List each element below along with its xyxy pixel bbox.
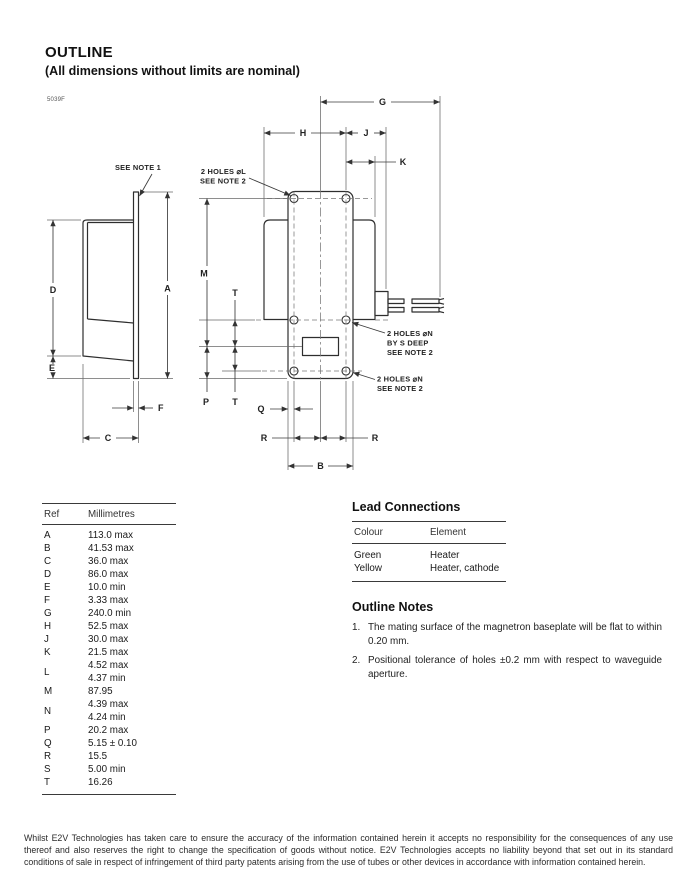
- note-item: 2. Positional tolerance of holes ±0.2 mm with respect to waveguide aperture.: [352, 655, 662, 680]
- dim-label-t-lower: T: [232, 397, 238, 407]
- dim-label-t-upper: T: [232, 288, 238, 298]
- front-view-drawing: [199, 96, 444, 471]
- dim-label-r-right: R: [371, 433, 379, 443]
- dim-label-d: D: [49, 285, 57, 295]
- dim-label-r-left: R: [260, 433, 268, 443]
- callout-holes-l: [200, 167, 291, 196]
- svg-text:SEE NOTE 2: SEE NOTE 2: [199, 176, 246, 186]
- table-row: T 16.26: [44, 777, 113, 788]
- dim-label-k: K: [399, 157, 407, 167]
- table-row: S 5.00 min: [44, 764, 126, 775]
- table-row: B 41.53 max: [44, 543, 134, 554]
- table-header-row: Colour Element: [354, 527, 466, 538]
- table-row: G 240.0 min: [44, 608, 132, 619]
- dim-label-f: F: [158, 403, 164, 413]
- table-row: R 15.5: [44, 751, 108, 762]
- page-header: [45, 44, 300, 78]
- table-row: C 36.0 max: [44, 556, 129, 567]
- dim-label-q: Q: [257, 404, 265, 414]
- dim-label-p: P: [202, 397, 210, 407]
- table-row: Q 5.15 ± 0.10: [44, 738, 137, 749]
- dim-label-g: G: [378, 97, 387, 107]
- table-row: H 52.5 max: [44, 621, 129, 632]
- table-row: P 20.2 max: [44, 725, 129, 736]
- lead-connections-title: Lead Connections: [352, 500, 461, 514]
- col-header-millimetres: Millimetres: [88, 509, 135, 520]
- dim-label-c: C: [104, 433, 112, 443]
- page-subtitle: (All dimensions without limits are nominal): [45, 64, 300, 78]
- callout-holes-n-deep: [352, 323, 433, 358]
- note-item: 1. The mating surface of the magnetron baseplate will be flat to within 0.20 mm.: [352, 622, 662, 647]
- drawing-ref-code: 5039F: [47, 97, 66, 103]
- table-row: J 30.0 max: [44, 634, 129, 645]
- table-rule: [352, 581, 506, 582]
- outline-notes-title: Outline Notes: [352, 600, 434, 614]
- baseplate-side: [134, 192, 139, 379]
- svg-text:BY S DEEP: BY S DEEP: [387, 338, 429, 348]
- page-title: OUTLINE: [45, 44, 113, 61]
- table-row: K 21.5 max: [44, 647, 129, 658]
- dim-label-j: J: [363, 128, 369, 138]
- side-view-drawing: [47, 163, 173, 443]
- table-row: M 87.95: [44, 686, 113, 697]
- footer-disclaimer: Whilst E2V Technologies has taken care to ensure the accuracy of the information contained herein it accepts no responsibility for the consequences of any use thereof and also reserves the right to change the specification of goods without notice. E2V Technologies accepts no liability beyond that set out in its standard conditions of sale in respect of infringement of third party patents arising from the use of tubes or other devices in accordance with information contained herein.: [24, 833, 673, 867]
- table-header-row: [42, 504, 176, 524]
- table-row: F 3.33 max: [44, 595, 129, 606]
- outline-drawing: [0, 88, 500, 478]
- table-row: Yellow Heater, cathode: [354, 563, 500, 574]
- lead-connections: [352, 500, 506, 582]
- svg-text:2 HOLES ⌀N: 2 HOLES ⌀N: [387, 329, 433, 338]
- table-row: N 4.39 max 4.24 min: [44, 699, 129, 723]
- svg-text:SEE NOTE 2: SEE NOTE 2: [377, 384, 424, 393]
- svg-text:2 HOLES ⌀N: 2 HOLES ⌀N: [377, 374, 423, 384]
- table-row: Green Heater: [354, 550, 460, 561]
- svg-text:SEE NOTE 2: SEE NOTE 2: [387, 348, 434, 357]
- table-row: D 86.0 max: [44, 569, 129, 580]
- svg-text:2 HOLES ⌀L: 2 HOLES ⌀L: [200, 167, 246, 176]
- heater-leads: [388, 299, 444, 313]
- table-row: A 113.0 max: [44, 530, 134, 541]
- table-rule: [42, 794, 176, 795]
- lead-connector-block: [375, 292, 388, 316]
- dimensions-table: [42, 503, 176, 795]
- outline-notes: [352, 600, 662, 681]
- callout-holes-n: [353, 373, 423, 394]
- dim-label-a: A: [164, 283, 171, 294]
- callout-see-note-1: SEE NOTE 1: [115, 163, 162, 172]
- col-header-ref: Ref: [44, 509, 60, 520]
- dim-label-h: H: [299, 128, 307, 138]
- dim-label-b: B: [317, 461, 324, 471]
- dim-label-m: M: [200, 268, 208, 279]
- dim-label-e: E: [48, 363, 56, 373]
- table-row: L 4.52 max 4.37 min: [44, 660, 129, 684]
- table-row: E 10.0 min: [44, 582, 126, 593]
